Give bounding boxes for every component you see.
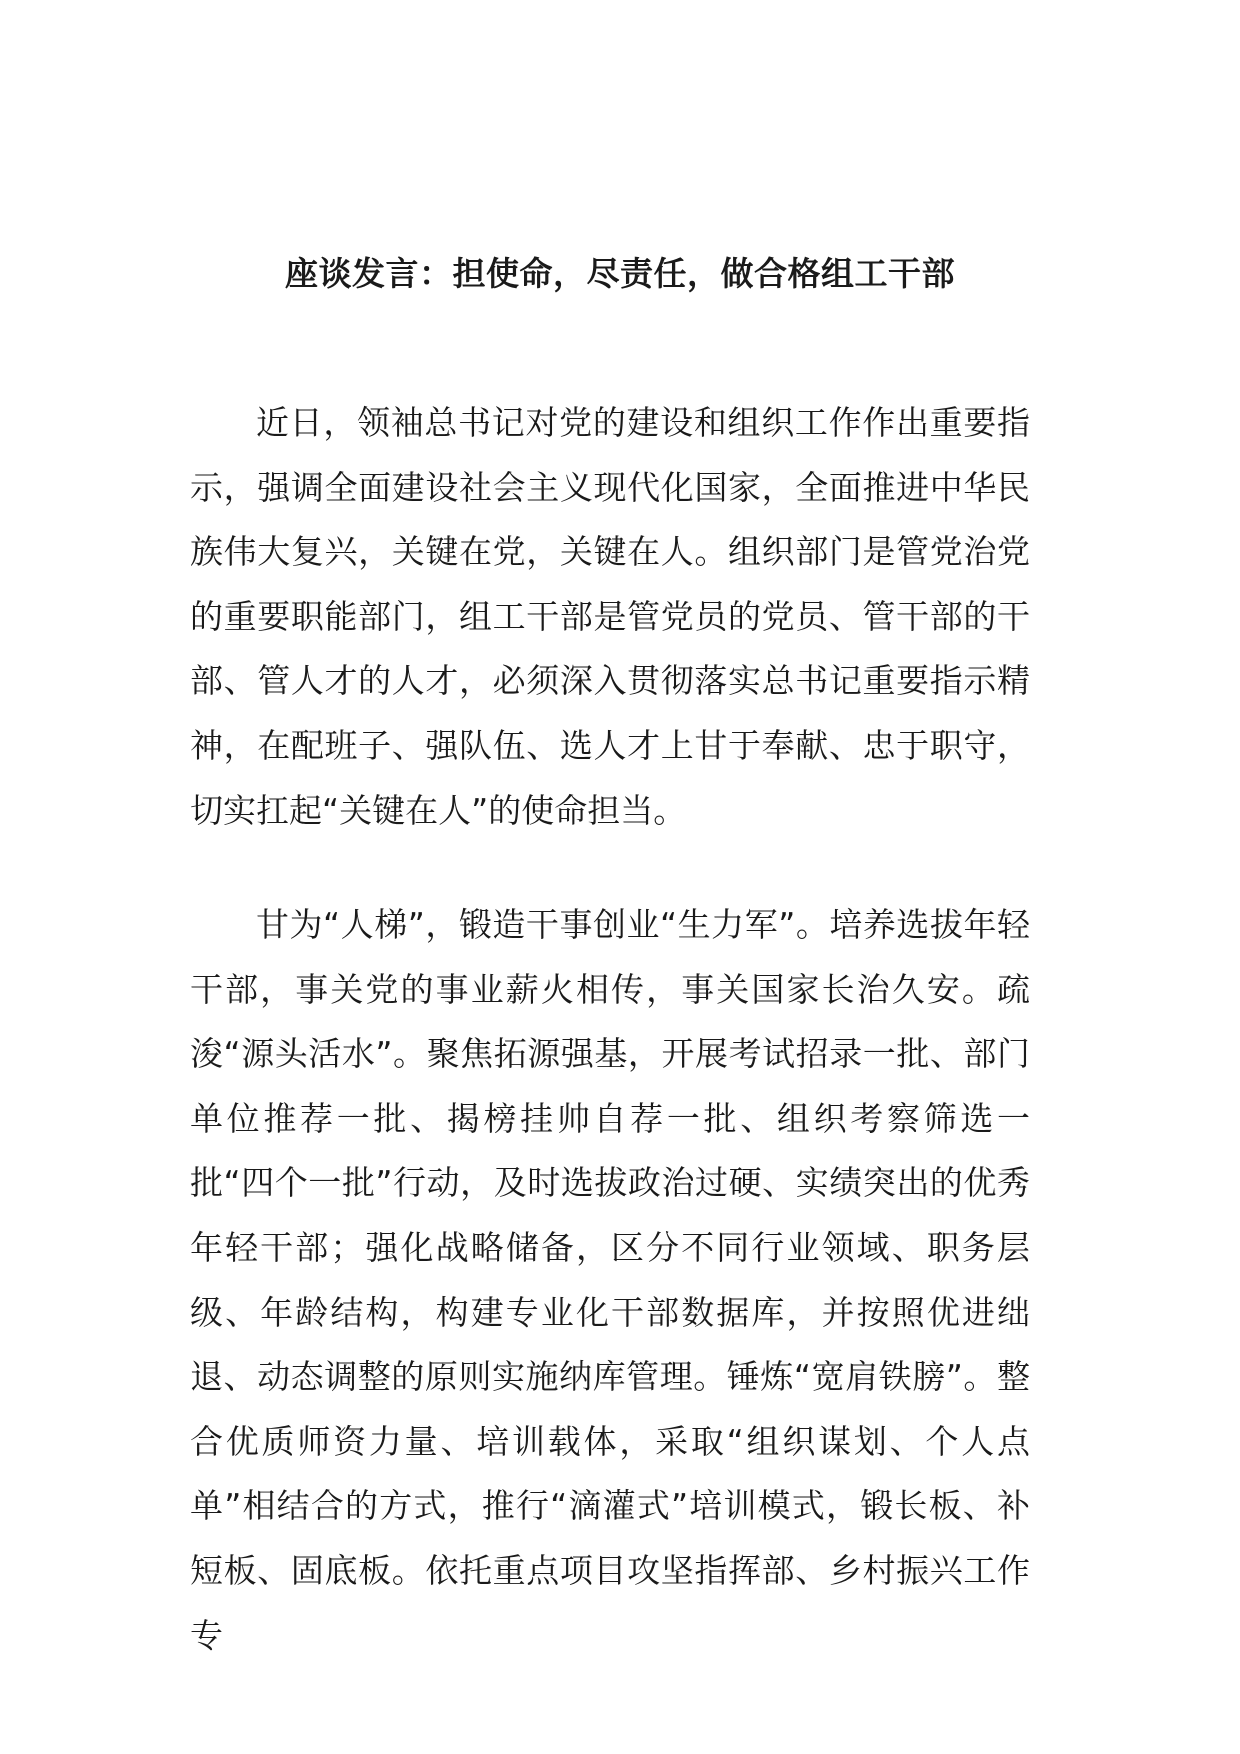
body-paragraph-2: 甘为“人梯”，锻造干事创业“生力军”。培养选拔年轻干部，事关党的事业薪火相传，事关国家长治久安。疏浚“源头活水”。聚焦拓源强基，开展考试招录一批、部门单位推荐一批、揭榜挂帅自荐一批、组织考察筛选一批“四个一批”行动，及时选拔政治过硬、实绩突出的优秀年轻干部；强化战略储备，区分不同行业领域、职务层级、年龄结构，构建专业化干部数据库，并按照优进绌退、动态调整的原则实施纳库管理。锤炼“宽肩铁膀”。整合优质师资力量、培训载体，采取“组织谋划、个人点单”相结合的方式，推行“滴灌式”培训模式，锻长板、补短板、固底板。依托重点项目攻坚指挥部、乡村振兴工作专 bbox=[190, 905, 1030, 1655]
document-title: 座谈发言：担使命，尽责任，做合格组工干部 bbox=[285, 254, 955, 293]
body-paragraph-1: 近日，领袖总书记对党的建设和组织工作作出重要指示，强调全面建设社会主义现代化国家，全面推进中华民族伟大复兴，关键在党，关键在人。组织部门是管党治党的重要职能部门，组工干部是管党员的党员、管干部的干部、管人才的人才，必须深入贯彻落实总书记重要指示精神，在配班子、强队伍、选人才上甘于奉献、忠于职守，切实扛起“关键在人”的使命担当。 bbox=[190, 403, 1030, 830]
